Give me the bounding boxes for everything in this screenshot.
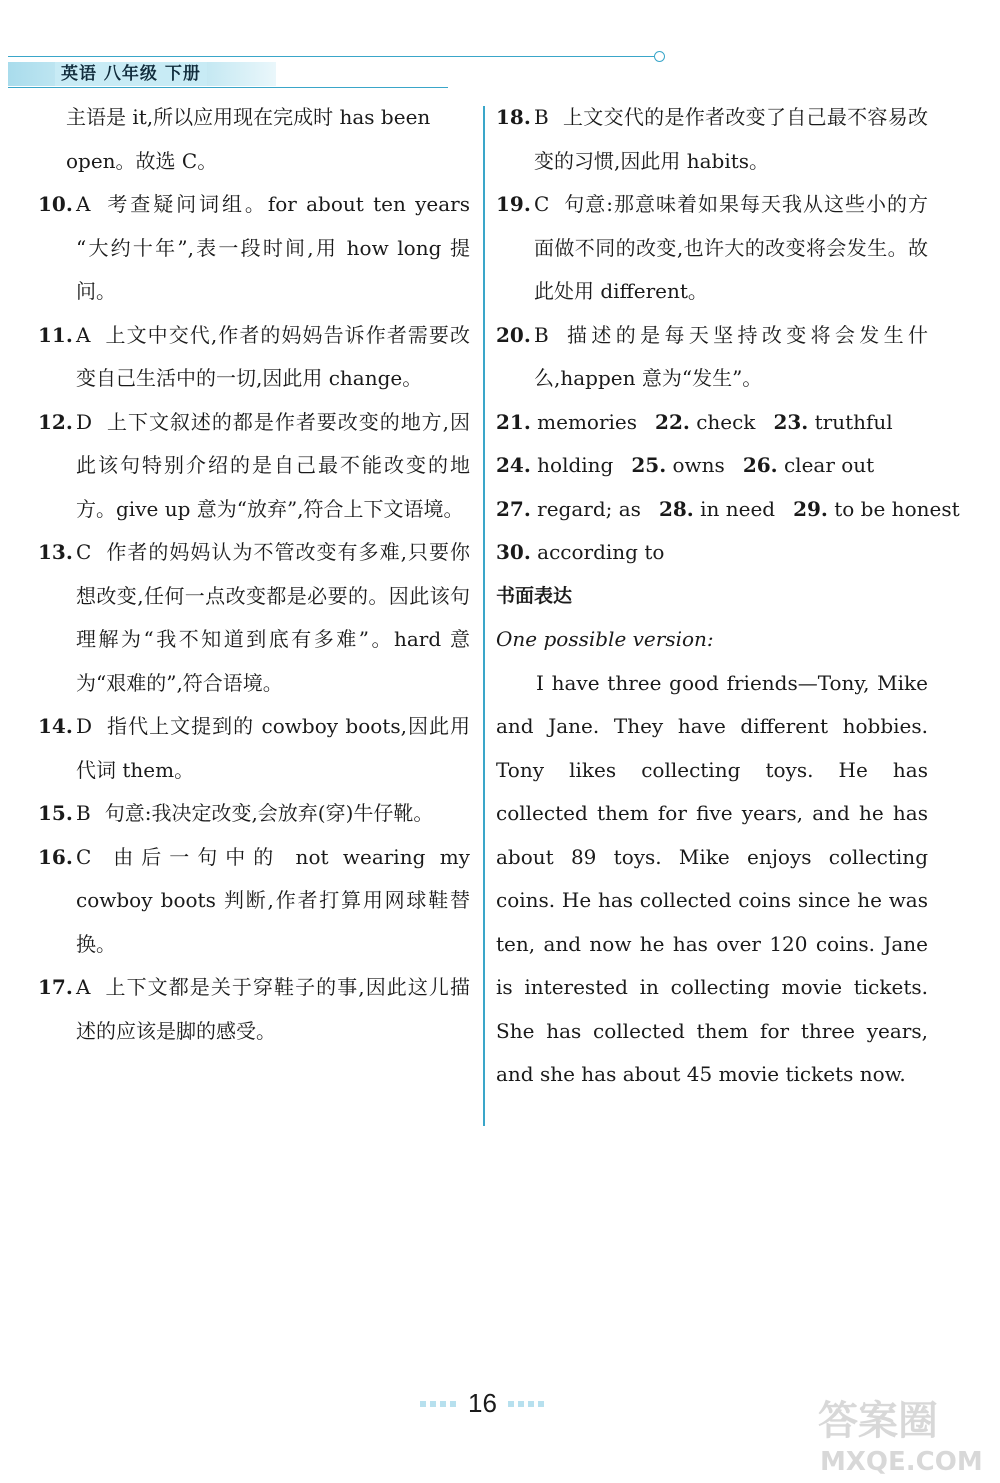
continued-line-2: open。故选 C。 — [66, 148, 218, 173]
question-number: 22. — [655, 409, 690, 434]
fill-answer: to be honest — [834, 496, 960, 521]
header-top-rule — [8, 56, 658, 57]
question-number: 21. — [496, 409, 531, 434]
book-title: 英语 八年级 下册 — [55, 62, 207, 86]
answer-item — [38, 183, 470, 314]
fill-row — [496, 401, 928, 445]
question-number: 28. — [658, 496, 694, 521]
answer-letter: C — [76, 540, 92, 564]
question-number: 15. — [38, 801, 73, 825]
answer-item — [38, 314, 470, 401]
question-number: 26. — [742, 453, 778, 477]
footer-ornament-right — [508, 1401, 544, 1407]
explanation: 上下文叙述的都是作者要改变的地方,因此该句特别介绍的是自己最不能改变的地方。give up 意为“放弃”,符合上下文语境。 — [76, 409, 470, 521]
answer-item — [38, 531, 470, 705]
fill-row — [496, 444, 928, 488]
page-number: 16 — [468, 1388, 497, 1418]
right-answer-list — [496, 96, 928, 401]
fill-row — [496, 488, 960, 532]
answer-item — [38, 966, 470, 1053]
fill-row — [496, 531, 928, 575]
question-number: 24. — [496, 453, 531, 477]
fill-answer: regard; as — [537, 496, 641, 521]
answer-item — [38, 836, 470, 967]
answer-letter: B — [534, 322, 549, 347]
answer-letter: B — [76, 801, 91, 825]
header-rule-end-dot — [654, 51, 665, 62]
answer-item — [496, 183, 928, 314]
left-column — [38, 96, 470, 1053]
watermark-text-en: MXQE.COM — [820, 1447, 983, 1476]
fill-answer: truthful — [814, 409, 893, 434]
fill-answer: according to — [537, 540, 665, 564]
answer-letter: D — [76, 409, 93, 434]
fill-answer: owns — [672, 453, 725, 477]
continued-text — [38, 96, 470, 183]
section-title: 书面表达 — [496, 584, 573, 607]
answer-letter: A — [76, 975, 91, 999]
header-bottom-rule — [8, 87, 448, 88]
explanation: 上文中交代,作者的妈妈告诉作者需要改变自己生活中的一切,因此用 change。 — [76, 322, 470, 390]
explanation: 上文交代的是作者改变了自己最不容易改变的习惯,因此用 habits。 — [534, 105, 928, 173]
answer-item — [496, 96, 928, 183]
question-number: 30. — [496, 540, 531, 564]
explanation: 由后一句中的 not wearing my cowboy boots 判断,作者打算用网球鞋替换。 — [76, 844, 470, 956]
answer-item — [38, 792, 470, 836]
question-number: 23. — [773, 409, 809, 434]
watermark-text-cn: 答案圈 — [818, 1398, 938, 1444]
fill-answer: in need — [700, 496, 776, 521]
column-divider — [483, 106, 485, 1126]
answer-item — [38, 705, 470, 792]
explanation: 句意:那意味着如果每天我从这些小的方面做不同的改变,也许大的改变将会发生。故此处用 different。 — [534, 192, 928, 303]
answer-letter: D — [76, 714, 93, 738]
answer-letter: C — [76, 844, 92, 869]
question-number: 11. — [38, 322, 73, 347]
question-number: 18. — [496, 105, 531, 129]
answer-letter: C — [534, 192, 550, 216]
question-number: 10. — [38, 192, 73, 216]
explanation: 作者的妈妈认为不管改变有多难,只要你想改变,任何一点改变都是必要的。因此该句理解为“我不知道到底有多难”。hard 意为“艰难的”,符合语境。 — [76, 540, 470, 695]
answer-letter: A — [76, 322, 91, 347]
question-number: 14. — [38, 714, 73, 738]
sample-essay: I have three good friends—Tony, Mike and Jane. They have different hobbies. Tony likes collecting toys. He has collected them for five years, and he has about 89 toys. Mike enjoys collecting coins. He has collected coins since he was ten, and now he has over 120 coins. Jane is interested in collecting movie tickets. She has collected them for three years, and she has about 45 movie tickets now. — [496, 670, 928, 1086]
explanation: 上下文都是关于穿鞋子的事,因此这儿描述的应该是脚的感受。 — [76, 975, 470, 1043]
question-number: 17. — [38, 975, 73, 999]
explanation: 考查疑问词组。for about ten years “大约十年”,表一段时间,用 how long 提问。 — [76, 192, 470, 303]
watermark-logo — [812, 1394, 992, 1476]
question-number: 29. — [793, 496, 828, 521]
continued-line-1: 主语是 it,所以应用现在完成时 has been — [66, 105, 431, 129]
explanation: 句意:我决定改变,会放弃(穿)牛仔靴。 — [104, 801, 434, 825]
fill-answer: clear out — [783, 453, 875, 477]
page-header — [0, 50, 680, 90]
question-number: 27. — [496, 496, 531, 521]
explanation: 指代上文提到的 cowboy boots,因此用代词 them。 — [76, 714, 470, 782]
fill-in-answers — [496, 401, 960, 575]
answer-item — [38, 401, 470, 532]
right-column — [496, 96, 960, 1097]
answer-letter: B — [534, 105, 549, 129]
explanation: 描述的是每天坚持改变将会发生什么,happen 意为“发生”。 — [534, 322, 928, 390]
question-number: 20. — [496, 322, 531, 347]
footer-ornament-left — [420, 1401, 456, 1407]
fill-answer: check — [696, 409, 756, 434]
left-answer-list — [38, 183, 470, 1053]
question-number: 16. — [38, 844, 73, 869]
question-number: 13. — [38, 540, 73, 564]
fill-answer: holding — [537, 453, 614, 477]
version-label: One possible version: — [496, 627, 714, 651]
answer-letter: A — [76, 192, 91, 216]
question-number: 12. — [38, 409, 73, 434]
question-number: 25. — [631, 453, 667, 477]
answer-item — [496, 314, 928, 401]
fill-answer: memories — [537, 409, 638, 434]
question-number: 19. — [496, 192, 531, 216]
